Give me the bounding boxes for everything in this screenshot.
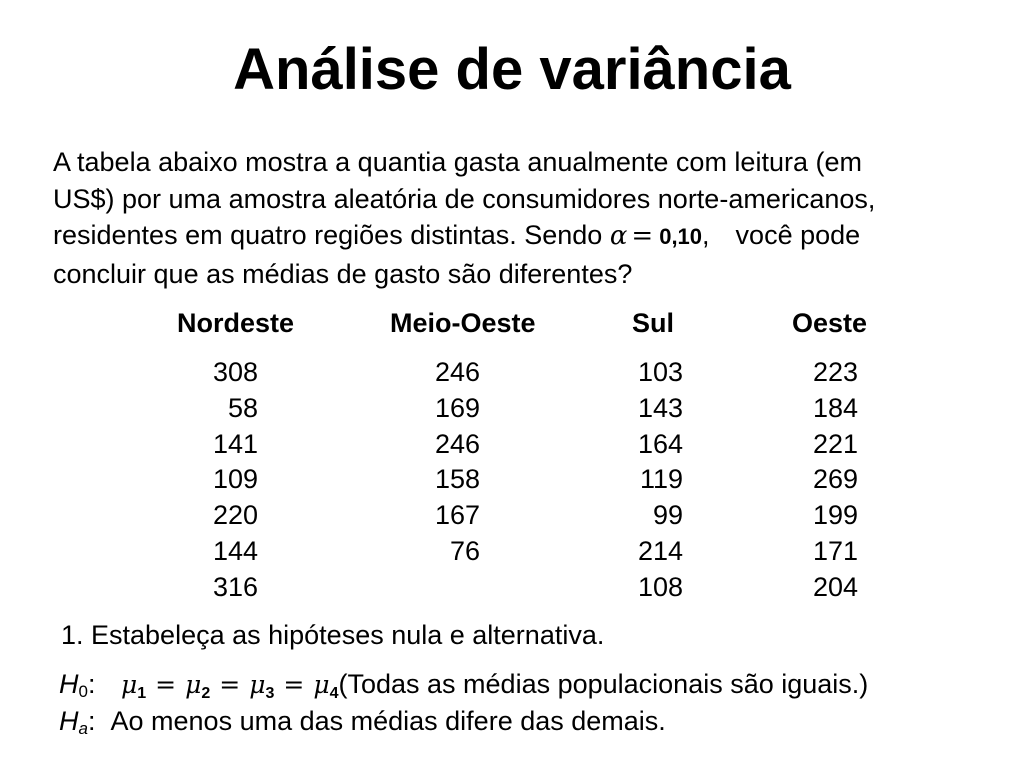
alternative-hypothesis bbox=[59, 703, 666, 747]
alpha-equals: = bbox=[631, 221, 654, 251]
table-cell: 164 bbox=[637, 428, 683, 459]
question-1: 1. Estabeleça as hipóteses nula e alternativa. bbox=[61, 620, 605, 650]
intro-line-3-end: você pode bbox=[735, 220, 861, 250]
ha-symbol: H bbox=[59, 706, 79, 736]
equals-sign: = bbox=[219, 670, 241, 699]
h0-description: (Todas as médias populacionais são iguais.) bbox=[338, 669, 869, 699]
alpha-comma: , bbox=[702, 220, 710, 250]
mu-subscript: 4 bbox=[329, 685, 339, 702]
table-column-meio-oeste bbox=[412, 355, 480, 570]
alpha-symbol: α bbox=[609, 221, 628, 251]
mu-subscript: 3 bbox=[265, 685, 275, 702]
table-header-meio-oeste: Meio-Oeste bbox=[390, 308, 536, 338]
table-cell: 316 bbox=[212, 571, 258, 602]
table-cell: 108 bbox=[637, 571, 683, 602]
table-column-nordeste bbox=[190, 355, 258, 606]
table-header-nordeste: Nordeste bbox=[177, 308, 295, 338]
table-header-oeste: Oeste bbox=[792, 308, 868, 338]
h0-symbol: H bbox=[59, 669, 79, 699]
table-cell: 144 bbox=[212, 535, 258, 566]
h0-colon: : bbox=[87, 669, 96, 699]
mu-symbol: μ bbox=[249, 670, 266, 699]
table-cell: 109 bbox=[212, 464, 258, 495]
ha-description: Ao menos uma das médias difere das demais. bbox=[110, 706, 666, 736]
intro-line-3-start: residentes em quatro regiões distintas. Sendo bbox=[53, 220, 603, 250]
table-cell: 246 bbox=[434, 357, 480, 387]
table-cell: 119 bbox=[639, 464, 683, 495]
h0-subscript: 0 bbox=[78, 682, 88, 701]
table-cell: 143 bbox=[637, 392, 683, 423]
mu-subscript: 2 bbox=[201, 685, 211, 702]
table-cell: 269 bbox=[812, 464, 858, 495]
table-cell: 308 bbox=[212, 357, 258, 387]
equals-sign: = bbox=[155, 670, 177, 699]
equals-sign: = bbox=[283, 670, 305, 699]
table-cell: 76 bbox=[449, 535, 480, 566]
table-cell: 214 bbox=[637, 535, 683, 566]
table-cell: 171 bbox=[812, 535, 858, 566]
table-cell: 223 bbox=[812, 357, 858, 387]
table-cell: 221 bbox=[812, 428, 858, 459]
table-column-sul bbox=[615, 355, 683, 606]
slide-title: Análise de variância bbox=[233, 37, 791, 102]
ha-subscript: a bbox=[78, 719, 88, 738]
intro-line-1: A tabela abaixo mostra a quantia gasta anualmente com leitura (em bbox=[53, 147, 862, 177]
table-cell: 204 bbox=[812, 571, 858, 602]
table-cell: 184 bbox=[812, 392, 858, 423]
mu-subscript: 1 bbox=[137, 685, 147, 702]
intro-line-3 bbox=[53, 217, 1013, 256]
intro-paragraph bbox=[53, 144, 1013, 292]
table-cell: 99 bbox=[652, 500, 683, 531]
ha-colon: : bbox=[87, 706, 96, 736]
table-cell: 158 bbox=[434, 464, 480, 495]
table-cell: 199 bbox=[812, 500, 858, 531]
table-cell: 58 bbox=[227, 392, 258, 423]
intro-line-2: US$) por uma amostra aleatória de consumidores norte-americanos, bbox=[53, 183, 876, 214]
mu-symbol: μ bbox=[313, 670, 330, 699]
table-column-oeste bbox=[790, 355, 858, 606]
table-cell: 103 bbox=[637, 357, 683, 387]
mu-symbol: μ bbox=[185, 670, 202, 699]
intro-line-4: concluir que as médias de gasto são diferentes? bbox=[53, 258, 633, 289]
alpha-value: 0,10 bbox=[659, 224, 703, 249]
table-cell: 220 bbox=[212, 500, 258, 531]
table-cell: 246 bbox=[434, 428, 480, 459]
table-header-sul: Sul bbox=[632, 308, 675, 338]
table-cell: 169 bbox=[434, 392, 480, 423]
table-cell: 167 bbox=[434, 500, 480, 531]
mu-symbol: μ bbox=[121, 670, 138, 699]
table-cell: 141 bbox=[212, 428, 258, 459]
